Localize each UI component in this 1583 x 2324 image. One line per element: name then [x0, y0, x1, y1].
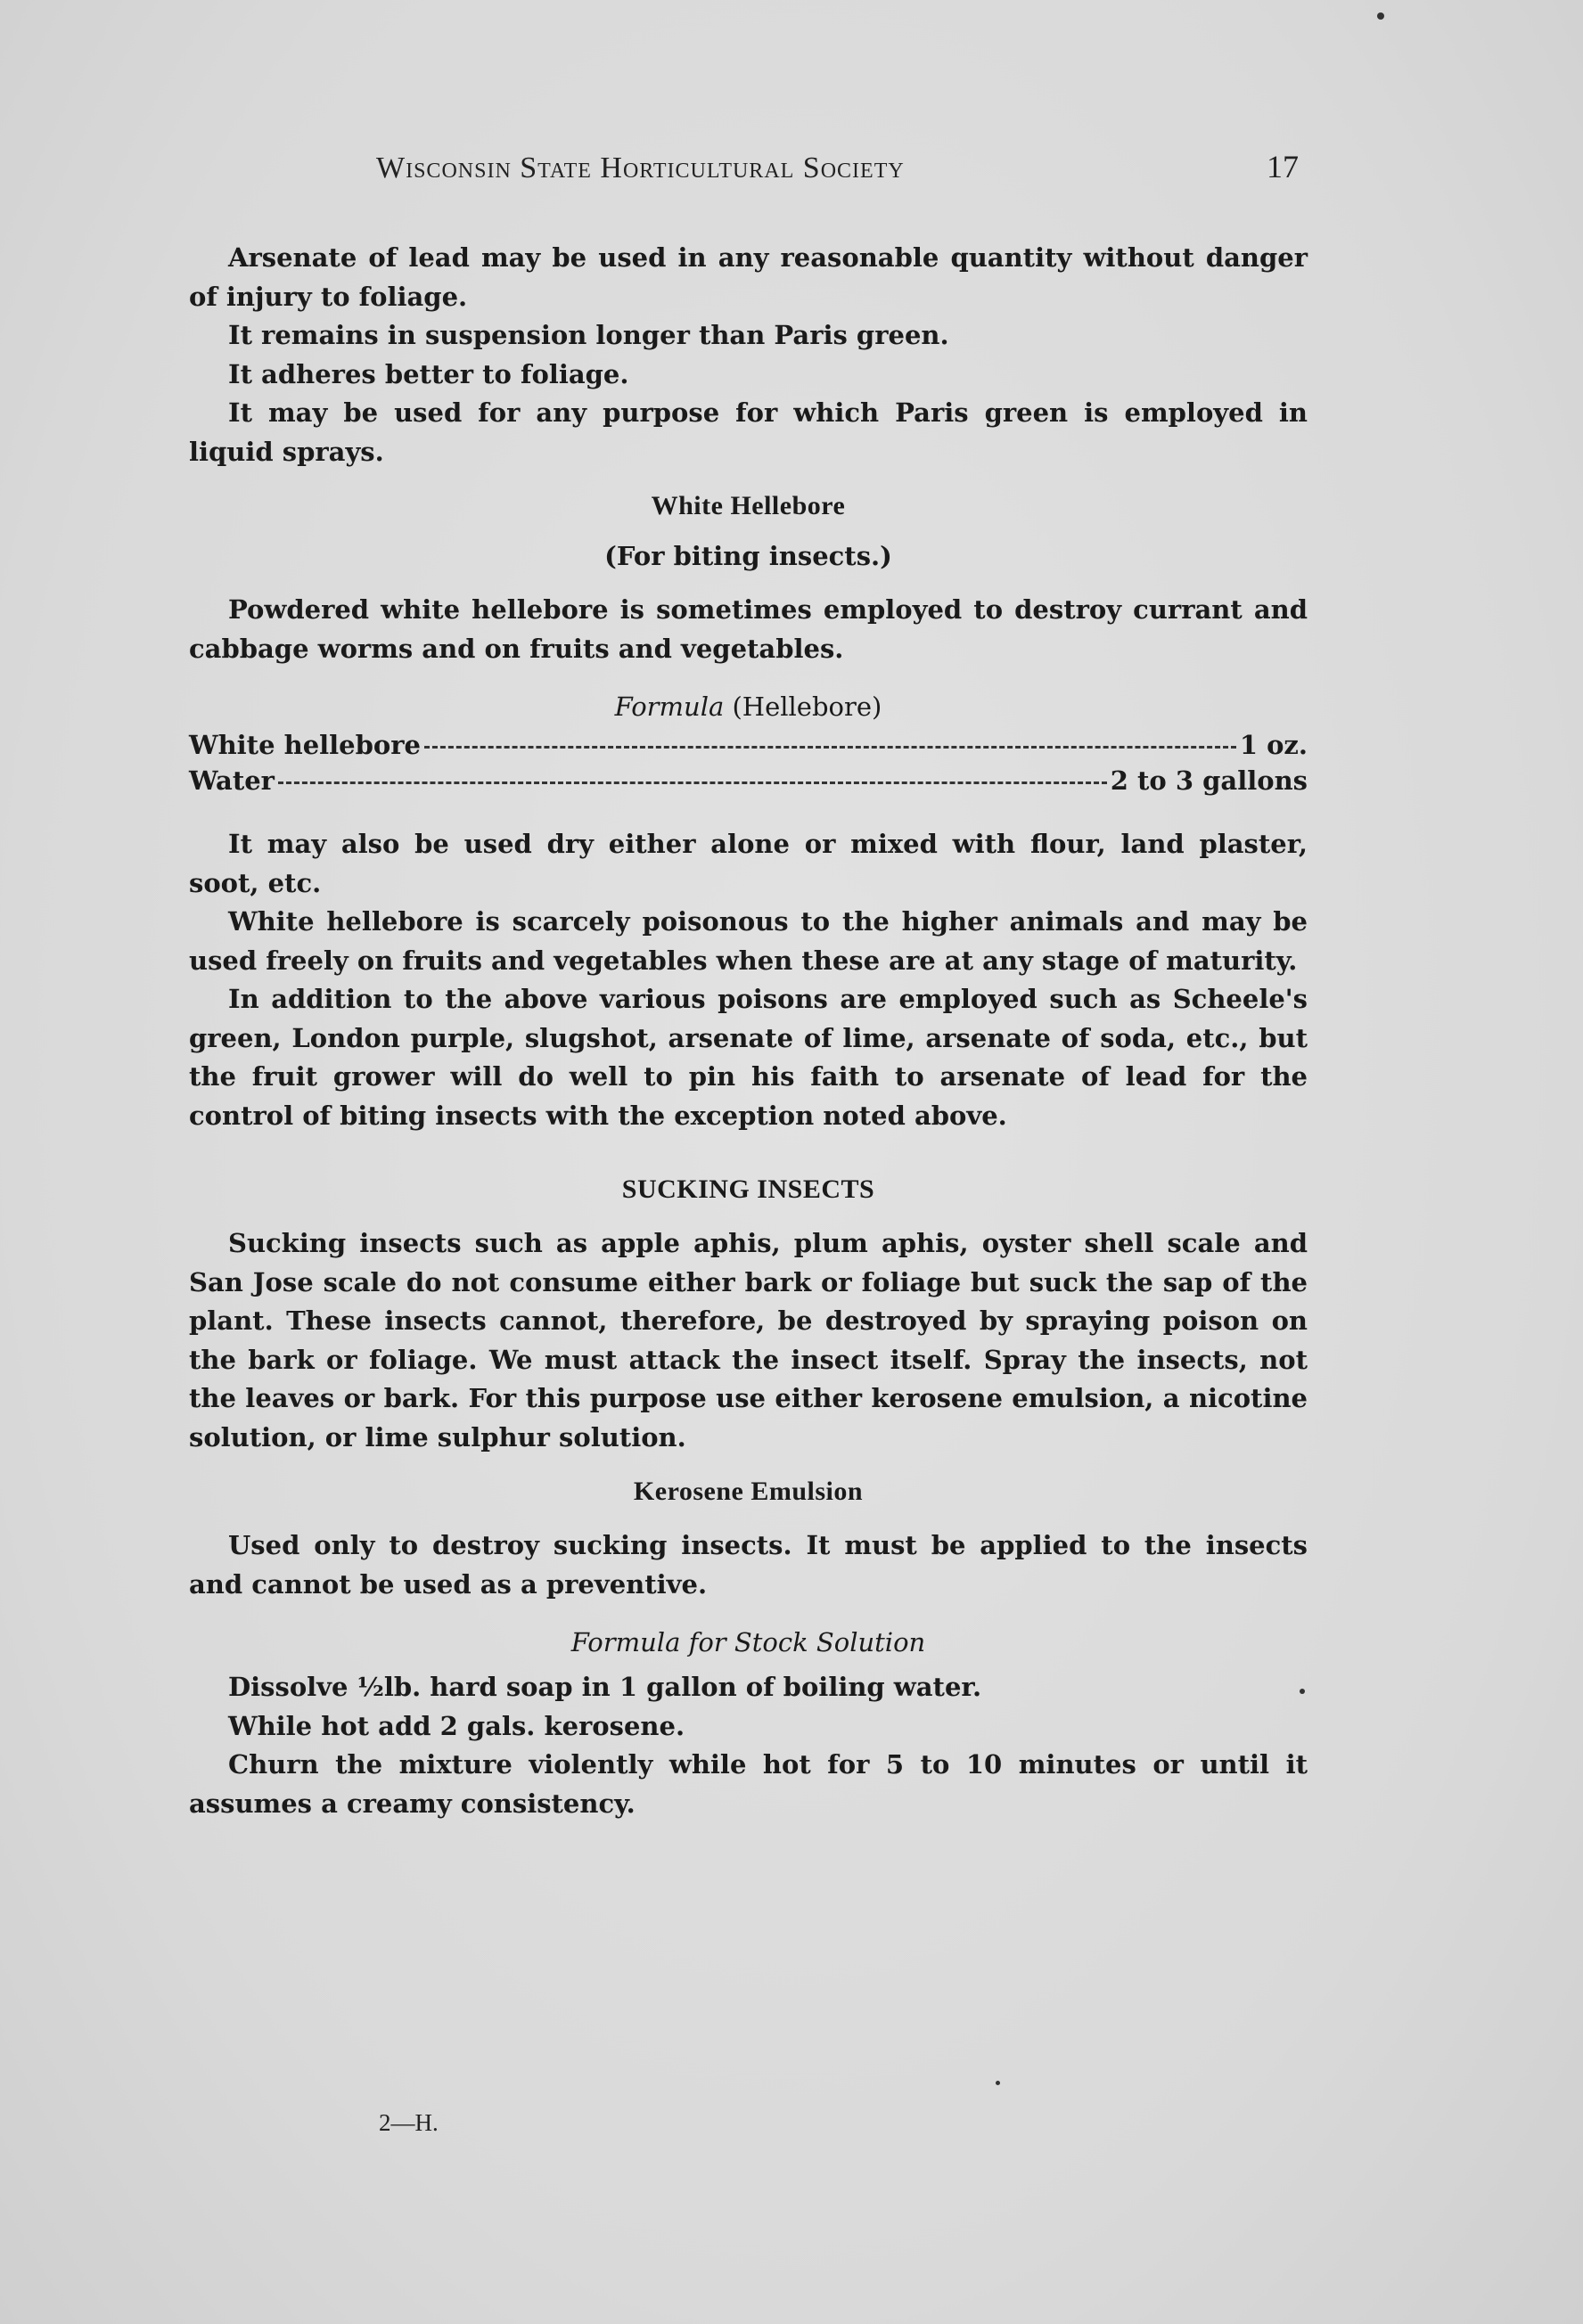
step-dissolve-soap: Dissolve ½lb. hard soap in 1 gallon of boiling water. [228, 1672, 982, 1702]
step-add-kerosene: While hot add 2 gals. kerosene. [228, 1710, 685, 1741]
page-header [189, 143, 1308, 196]
formula-line-water [189, 763, 1308, 798]
paragraph-kerosene-use: Used only to destroy sucking insects. It must be applied to the insects and cannot be used as a preventive. [189, 1530, 1308, 1600]
formula-ingredient: Water [189, 765, 275, 796]
scan-speck [1300, 1689, 1305, 1694]
formula-ingredient: White hellebore [189, 730, 421, 760]
section-heading-kerosene-emulsion: Kerosene Emulsion [633, 1477, 864, 1506]
paragraph-other-poisons: In addition to the above various poisons are employed such as Scheele's green, London purple, slugshot, arsenate of lime, arsenate of soda, etc., but the fruit grower will do well to pin his faith to arsenate of lead for the control of biting insects with the exception noted above. [189, 984, 1308, 1131]
paragraph-liquid-sprays: It may be used for any purpose for which Paris green is employed in liquid sprays. [189, 397, 1308, 467]
paragraph-powdered-hellebore: Powdered white hellebore is sometimes employed to destroy currant and cabbage worms and on fruits and vegetables. [189, 594, 1308, 664]
page-number: 17 [1267, 149, 1299, 184]
scan-speck [1377, 12, 1384, 20]
formula-amount: 2 to 3 gallons [1110, 765, 1308, 796]
section-heading-sucking-insects: SUCKING INSECTS [621, 1174, 875, 1204]
section-heading-white-hellebore: White Hellebore [651, 491, 846, 520]
paragraph-suspension: It remains in suspension longer than Paris green. [228, 320, 949, 350]
signature-mark: 2—H. [379, 2109, 439, 2136]
scan-speck [996, 2081, 1000, 2085]
paragraph-scarcely-poisonous: White hellebore is scarcely poisonous to the higher animals and may be used freely on fruits and vegetables when these are at any stage of maturity. [189, 906, 1308, 976]
formula-line-white-hellebore [189, 727, 1308, 763]
formula-label: Formula [614, 691, 725, 722]
paragraph-sucking-insects: Sucking insects such as apple aphis, plum aphis, oyster shell scale and San Jose scale do not consume either bark or foliage but suck the sap of the plant. These insects cannot, therefore, be destroyed by spraying poison on the bark or foliage. We must attack the insect itself. Spray the insects, not the leaves or bark. For this purpose use either kerosene emulsion, a nicotine solution, or lime sulphur solution. [189, 1228, 1308, 1452]
formula-title-hellebore [189, 691, 1308, 722]
page-content [189, 143, 1308, 1823]
leader-dots [424, 746, 1236, 749]
paragraph-adheres: It adheres better to foliage. [228, 358, 629, 389]
leader-dots [278, 781, 1107, 784]
subheading-biting-insects: (For biting insects.) [604, 541, 892, 571]
formula-title-stock-solution: Formula for Stock Solution [570, 1627, 926, 1657]
formula-amount: 1 oz. [1239, 730, 1308, 760]
step-churn-mixture: Churn the mixture violently while hot for 5 to 10 minutes or until it assumes a creamy consistency. [189, 1749, 1308, 1819]
running-head: Wisconsin State Horticultural Society [376, 151, 905, 184]
formula-name: (Hellebore) [732, 691, 882, 722]
paragraph-arsenate-quantity: Arsenate of lead may be used in any reasonable quantity without danger of injury to foliage. [189, 242, 1308, 312]
paragraph-dry-use: It may also be used dry either alone or mixed with flour, land plaster, soot, etc. [189, 829, 1308, 898]
